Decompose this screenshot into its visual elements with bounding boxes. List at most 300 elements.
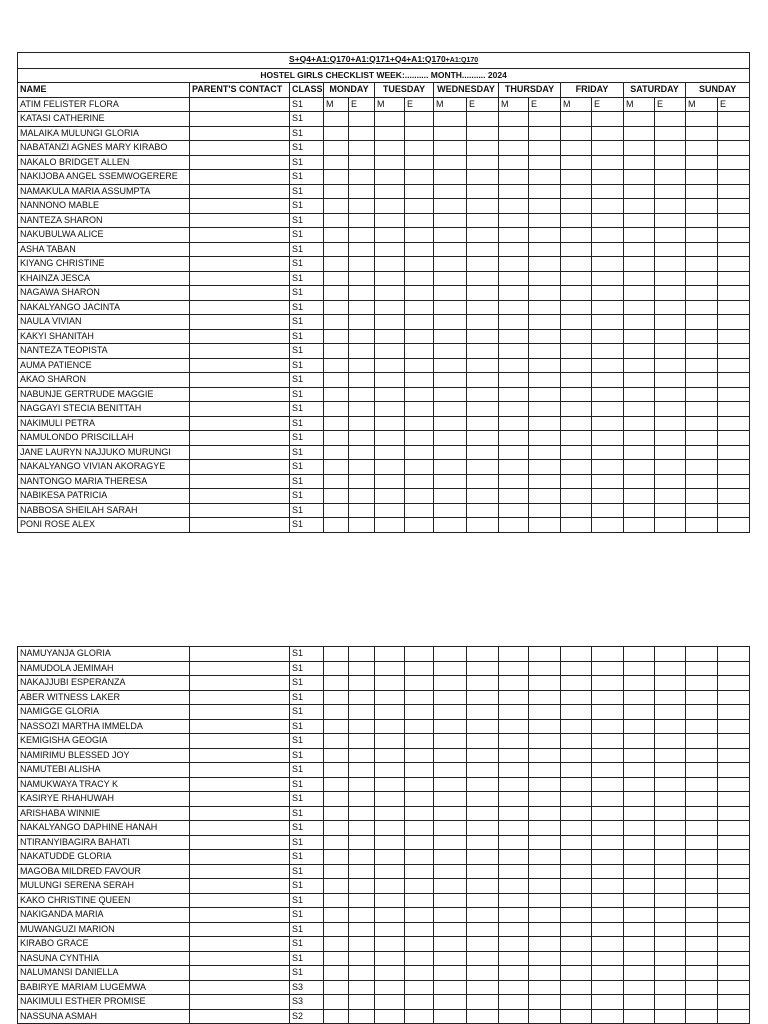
- check-cell-morning[interactable]: [686, 951, 718, 966]
- check-cell-evening[interactable]: [655, 445, 686, 460]
- check-cell-morning[interactable]: [686, 879, 718, 894]
- check-cell-morning[interactable]: [624, 286, 655, 301]
- check-cell-morning[interactable]: [434, 995, 467, 1010]
- check-cell-evening[interactable]: [467, 445, 499, 460]
- check-cell-evening[interactable]: [529, 445, 561, 460]
- check-cell-evening[interactable]: [592, 763, 624, 778]
- check-cell-evening[interactable]: [405, 373, 434, 388]
- check-cell-evening[interactable]: [349, 821, 375, 836]
- check-cell-morning[interactable]: [375, 908, 405, 923]
- check-cell-morning[interactable]: [324, 474, 349, 489]
- check-cell-evening[interactable]: [405, 763, 434, 778]
- check-cell-evening[interactable]: [349, 315, 375, 330]
- check-cell-morning[interactable]: [624, 445, 655, 460]
- check-cell-evening[interactable]: [405, 647, 434, 662]
- check-cell-morning[interactable]: [324, 329, 349, 344]
- check-cell-morning[interactable]: [434, 893, 467, 908]
- check-cell-evening[interactable]: [349, 966, 375, 981]
- check-cell-evening[interactable]: [467, 980, 499, 995]
- check-cell-evening[interactable]: [592, 1009, 624, 1024]
- check-cell-morning[interactable]: [375, 445, 405, 460]
- check-cell-evening[interactable]: [467, 402, 499, 417]
- check-cell-morning[interactable]: [434, 763, 467, 778]
- check-cell-evening[interactable]: [592, 850, 624, 865]
- check-cell-morning[interactable]: [686, 344, 718, 359]
- check-cell-evening[interactable]: [529, 850, 561, 865]
- check-cell-evening[interactable]: [529, 980, 561, 995]
- parent-contact-cell[interactable]: [190, 112, 290, 127]
- check-cell-evening[interactable]: [718, 329, 750, 344]
- check-cell-morning[interactable]: [499, 980, 529, 995]
- check-cell-evening[interactable]: [718, 112, 750, 127]
- check-cell-evening[interactable]: [718, 300, 750, 315]
- check-cell-evening[interactable]: [467, 358, 499, 373]
- check-cell-evening[interactable]: [405, 966, 434, 981]
- check-cell-evening[interactable]: [529, 228, 561, 243]
- check-cell-evening[interactable]: [529, 719, 561, 734]
- check-cell-evening[interactable]: [467, 835, 499, 850]
- check-cell-evening[interactable]: [349, 719, 375, 734]
- check-cell-evening[interactable]: [349, 806, 375, 821]
- check-cell-evening[interactable]: E: [405, 97, 434, 112]
- check-cell-evening[interactable]: [467, 995, 499, 1010]
- check-cell-evening[interactable]: [405, 271, 434, 286]
- check-cell-evening[interactable]: [529, 315, 561, 330]
- check-cell-morning[interactable]: M: [686, 97, 718, 112]
- check-cell-evening[interactable]: [467, 922, 499, 937]
- check-cell-evening[interactable]: [655, 937, 686, 952]
- check-cell-morning[interactable]: [324, 300, 349, 315]
- check-cell-evening[interactable]: [349, 922, 375, 937]
- check-cell-morning[interactable]: [499, 705, 529, 720]
- parent-contact-cell[interactable]: [190, 503, 290, 518]
- check-cell-evening[interactable]: [349, 300, 375, 315]
- check-cell-evening[interactable]: [405, 705, 434, 720]
- check-cell-evening[interactable]: [592, 835, 624, 850]
- check-cell-evening[interactable]: [405, 141, 434, 156]
- check-cell-morning[interactable]: [499, 199, 529, 214]
- check-cell-evening[interactable]: [655, 661, 686, 676]
- check-cell-evening[interactable]: [592, 416, 624, 431]
- check-cell-morning[interactable]: [561, 445, 592, 460]
- check-cell-evening[interactable]: [718, 908, 750, 923]
- check-cell-morning[interactable]: [686, 460, 718, 475]
- check-cell-morning[interactable]: [624, 995, 655, 1010]
- check-cell-morning[interactable]: [324, 402, 349, 417]
- check-cell-morning[interactable]: [324, 242, 349, 257]
- check-cell-morning[interactable]: [499, 879, 529, 894]
- check-cell-evening[interactable]: [592, 676, 624, 691]
- check-cell-morning[interactable]: [499, 647, 529, 662]
- check-cell-morning[interactable]: [624, 344, 655, 359]
- check-cell-evening[interactable]: [405, 112, 434, 127]
- check-cell-morning[interactable]: [499, 951, 529, 966]
- check-cell-evening[interactable]: [718, 719, 750, 734]
- check-cell-evening[interactable]: [467, 286, 499, 301]
- check-cell-morning[interactable]: [324, 141, 349, 156]
- check-cell-evening[interactable]: [718, 460, 750, 475]
- check-cell-evening[interactable]: [467, 966, 499, 981]
- check-cell-evening[interactable]: [592, 358, 624, 373]
- check-cell-evening[interactable]: E: [349, 97, 375, 112]
- check-cell-morning[interactable]: [686, 387, 718, 402]
- check-cell-morning[interactable]: [375, 850, 405, 865]
- check-cell-evening[interactable]: [529, 661, 561, 676]
- check-cell-evening[interactable]: [655, 358, 686, 373]
- check-cell-evening[interactable]: [592, 734, 624, 749]
- check-cell-evening[interactable]: [529, 1009, 561, 1024]
- check-cell-evening[interactable]: [405, 518, 434, 533]
- check-cell-evening[interactable]: [349, 777, 375, 792]
- check-cell-evening[interactable]: [349, 676, 375, 691]
- check-cell-morning[interactable]: [375, 864, 405, 879]
- check-cell-evening[interactable]: [405, 893, 434, 908]
- check-cell-evening[interactable]: [405, 748, 434, 763]
- check-cell-morning[interactable]: [375, 387, 405, 402]
- check-cell-morning[interactable]: [375, 474, 405, 489]
- check-cell-evening[interactable]: [718, 835, 750, 850]
- parent-contact-cell[interactable]: [190, 647, 290, 662]
- check-cell-morning[interactable]: [324, 387, 349, 402]
- check-cell-evening[interactable]: [349, 141, 375, 156]
- check-cell-evening[interactable]: [529, 518, 561, 533]
- check-cell-morning[interactable]: [561, 155, 592, 170]
- check-cell-evening[interactable]: [467, 431, 499, 446]
- check-cell-evening[interactable]: [467, 271, 499, 286]
- check-cell-evening[interactable]: [467, 228, 499, 243]
- check-cell-evening[interactable]: [655, 518, 686, 533]
- check-cell-morning[interactable]: [686, 966, 718, 981]
- check-cell-evening[interactable]: [405, 460, 434, 475]
- check-cell-morning[interactable]: [324, 908, 349, 923]
- check-cell-evening[interactable]: [592, 951, 624, 966]
- check-cell-morning[interactable]: [375, 431, 405, 446]
- check-cell-morning[interactable]: [686, 358, 718, 373]
- check-cell-evening[interactable]: [349, 460, 375, 475]
- check-cell-morning[interactable]: [561, 922, 592, 937]
- check-cell-evening[interactable]: [655, 503, 686, 518]
- check-cell-evening[interactable]: [467, 329, 499, 344]
- check-cell-morning[interactable]: M: [499, 97, 529, 112]
- check-cell-morning[interactable]: [686, 518, 718, 533]
- check-cell-morning[interactable]: [434, 734, 467, 749]
- check-cell-morning[interactable]: [434, 806, 467, 821]
- check-cell-evening[interactable]: [405, 821, 434, 836]
- parent-contact-cell[interactable]: [190, 184, 290, 199]
- check-cell-morning[interactable]: [686, 806, 718, 821]
- parent-contact-cell[interactable]: [190, 474, 290, 489]
- check-cell-morning[interactable]: [561, 864, 592, 879]
- check-cell-evening[interactable]: [349, 387, 375, 402]
- check-cell-evening[interactable]: [467, 792, 499, 807]
- parent-contact-cell[interactable]: [190, 864, 290, 879]
- check-cell-morning[interactable]: [499, 937, 529, 952]
- check-cell-morning[interactable]: [624, 112, 655, 127]
- check-cell-evening[interactable]: [467, 690, 499, 705]
- check-cell-evening[interactable]: [655, 835, 686, 850]
- check-cell-evening[interactable]: [467, 184, 499, 199]
- check-cell-morning[interactable]: [375, 661, 405, 676]
- check-cell-morning[interactable]: [624, 126, 655, 141]
- check-cell-morning[interactable]: [624, 734, 655, 749]
- check-cell-evening[interactable]: [349, 835, 375, 850]
- check-cell-morning[interactable]: [686, 489, 718, 504]
- parent-contact-cell[interactable]: [190, 286, 290, 301]
- check-cell-morning[interactable]: [686, 719, 718, 734]
- check-cell-evening[interactable]: [467, 719, 499, 734]
- check-cell-evening[interactable]: [405, 835, 434, 850]
- check-cell-evening[interactable]: [405, 719, 434, 734]
- check-cell-morning[interactable]: [561, 460, 592, 475]
- check-cell-morning[interactable]: [324, 777, 349, 792]
- check-cell-morning[interactable]: [499, 184, 529, 199]
- check-cell-evening[interactable]: [529, 734, 561, 749]
- check-cell-morning[interactable]: [686, 445, 718, 460]
- check-cell-morning[interactable]: [375, 647, 405, 662]
- check-cell-evening[interactable]: [467, 373, 499, 388]
- check-cell-morning[interactable]: [499, 893, 529, 908]
- check-cell-evening[interactable]: [349, 474, 375, 489]
- check-cell-evening[interactable]: [718, 416, 750, 431]
- check-cell-morning[interactable]: [624, 937, 655, 952]
- check-cell-morning[interactable]: [624, 777, 655, 792]
- check-cell-morning[interactable]: [434, 257, 467, 272]
- check-cell-morning[interactable]: [561, 647, 592, 662]
- check-cell-evening[interactable]: [718, 922, 750, 937]
- check-cell-evening[interactable]: [467, 315, 499, 330]
- check-cell-evening[interactable]: [467, 199, 499, 214]
- check-cell-morning[interactable]: [499, 329, 529, 344]
- check-cell-morning[interactable]: [324, 792, 349, 807]
- parent-contact-cell[interactable]: [190, 344, 290, 359]
- check-cell-evening[interactable]: [467, 821, 499, 836]
- check-cell-evening[interactable]: [529, 344, 561, 359]
- parent-contact-cell[interactable]: [190, 879, 290, 894]
- check-cell-evening[interactable]: [349, 257, 375, 272]
- check-cell-evening[interactable]: E: [655, 97, 686, 112]
- check-cell-evening[interactable]: [529, 821, 561, 836]
- check-cell-evening[interactable]: [405, 937, 434, 952]
- check-cell-morning[interactable]: [499, 850, 529, 865]
- check-cell-morning[interactable]: [499, 257, 529, 272]
- check-cell-morning[interactable]: [561, 879, 592, 894]
- check-cell-evening[interactable]: [592, 908, 624, 923]
- check-cell-evening[interactable]: [405, 734, 434, 749]
- check-cell-morning[interactable]: [686, 170, 718, 185]
- check-cell-morning[interactable]: [624, 879, 655, 894]
- check-cell-evening[interactable]: [655, 126, 686, 141]
- check-cell-evening[interactable]: [529, 213, 561, 228]
- check-cell-evening[interactable]: [467, 734, 499, 749]
- check-cell-evening[interactable]: [529, 242, 561, 257]
- check-cell-evening[interactable]: [467, 777, 499, 792]
- check-cell-evening[interactable]: [592, 112, 624, 127]
- check-cell-morning[interactable]: [624, 416, 655, 431]
- check-cell-morning[interactable]: [434, 170, 467, 185]
- check-cell-evening[interactable]: [405, 300, 434, 315]
- check-cell-morning[interactable]: [624, 748, 655, 763]
- check-cell-morning[interactable]: [686, 705, 718, 720]
- check-cell-morning[interactable]: [324, 705, 349, 720]
- check-cell-evening[interactable]: [529, 864, 561, 879]
- check-cell-evening[interactable]: [718, 995, 750, 1010]
- check-cell-evening[interactable]: [529, 647, 561, 662]
- check-cell-morning[interactable]: [561, 763, 592, 778]
- check-cell-evening[interactable]: [655, 647, 686, 662]
- check-cell-morning[interactable]: [434, 937, 467, 952]
- check-cell-morning[interactable]: [686, 1009, 718, 1024]
- check-cell-evening[interactable]: [655, 806, 686, 821]
- check-cell-evening[interactable]: [405, 908, 434, 923]
- check-cell-evening[interactable]: [655, 431, 686, 446]
- check-cell-evening[interactable]: [718, 315, 750, 330]
- check-cell-morning[interactable]: [561, 387, 592, 402]
- check-cell-morning[interactable]: [499, 271, 529, 286]
- check-cell-evening[interactable]: [718, 170, 750, 185]
- check-cell-morning[interactable]: [324, 806, 349, 821]
- check-cell-evening[interactable]: [718, 257, 750, 272]
- check-cell-morning[interactable]: [434, 184, 467, 199]
- parent-contact-cell[interactable]: [190, 228, 290, 243]
- check-cell-morning[interactable]: [686, 893, 718, 908]
- check-cell-evening[interactable]: [467, 864, 499, 879]
- check-cell-evening[interactable]: [655, 373, 686, 388]
- check-cell-morning[interactable]: [561, 951, 592, 966]
- check-cell-morning[interactable]: M: [375, 97, 405, 112]
- parent-contact-cell[interactable]: [190, 734, 290, 749]
- check-cell-evening[interactable]: [592, 460, 624, 475]
- check-cell-morning[interactable]: [624, 676, 655, 691]
- check-cell-morning[interactable]: [324, 850, 349, 865]
- check-cell-evening[interactable]: [349, 373, 375, 388]
- check-cell-evening[interactable]: [655, 995, 686, 1010]
- check-cell-evening[interactable]: [655, 980, 686, 995]
- check-cell-morning[interactable]: [561, 300, 592, 315]
- check-cell-evening[interactable]: [592, 155, 624, 170]
- check-cell-evening[interactable]: [529, 995, 561, 1010]
- check-cell-morning[interactable]: [375, 995, 405, 1010]
- check-cell-morning[interactable]: [434, 271, 467, 286]
- check-cell-evening[interactable]: E: [529, 97, 561, 112]
- check-cell-morning[interactable]: [624, 835, 655, 850]
- check-cell-morning[interactable]: [434, 358, 467, 373]
- check-cell-evening[interactable]: [655, 893, 686, 908]
- check-cell-evening[interactable]: [349, 908, 375, 923]
- check-cell-evening[interactable]: [592, 748, 624, 763]
- check-cell-evening[interactable]: [405, 329, 434, 344]
- check-cell-morning[interactable]: [686, 228, 718, 243]
- check-cell-evening[interactable]: [349, 344, 375, 359]
- check-cell-evening[interactable]: [349, 271, 375, 286]
- check-cell-evening[interactable]: [718, 373, 750, 388]
- check-cell-evening[interactable]: [349, 402, 375, 417]
- check-cell-morning[interactable]: [499, 748, 529, 763]
- check-cell-morning[interactable]: [624, 373, 655, 388]
- check-cell-morning[interactable]: [499, 445, 529, 460]
- check-cell-evening[interactable]: [718, 966, 750, 981]
- check-cell-morning[interactable]: [686, 850, 718, 865]
- check-cell-evening[interactable]: [349, 213, 375, 228]
- check-cell-morning[interactable]: [499, 344, 529, 359]
- check-cell-evening[interactable]: E: [718, 97, 750, 112]
- check-cell-morning[interactable]: [434, 329, 467, 344]
- parent-contact-cell[interactable]: [190, 518, 290, 533]
- check-cell-evening[interactable]: [592, 792, 624, 807]
- check-cell-evening[interactable]: [655, 300, 686, 315]
- check-cell-evening[interactable]: [405, 315, 434, 330]
- check-cell-evening[interactable]: [349, 850, 375, 865]
- check-cell-morning[interactable]: [624, 661, 655, 676]
- parent-contact-cell[interactable]: [190, 97, 290, 112]
- check-cell-evening[interactable]: [655, 489, 686, 504]
- check-cell-morning[interactable]: [324, 893, 349, 908]
- check-cell-evening[interactable]: [718, 141, 750, 156]
- parent-contact-cell[interactable]: [190, 416, 290, 431]
- check-cell-morning[interactable]: [375, 734, 405, 749]
- check-cell-evening[interactable]: [592, 213, 624, 228]
- check-cell-morning[interactable]: [324, 213, 349, 228]
- parent-contact-cell[interactable]: [190, 893, 290, 908]
- check-cell-evening[interactable]: [529, 112, 561, 127]
- check-cell-morning[interactable]: [324, 980, 349, 995]
- check-cell-morning[interactable]: [561, 850, 592, 865]
- check-cell-evening[interactable]: [592, 879, 624, 894]
- check-cell-evening[interactable]: [655, 676, 686, 691]
- check-cell-morning[interactable]: [499, 763, 529, 778]
- check-cell-evening[interactable]: [467, 126, 499, 141]
- check-cell-morning[interactable]: [434, 344, 467, 359]
- check-cell-morning[interactable]: [324, 647, 349, 662]
- check-cell-evening[interactable]: [592, 170, 624, 185]
- check-cell-morning[interactable]: [434, 966, 467, 981]
- check-cell-morning[interactable]: [434, 373, 467, 388]
- check-cell-evening[interactable]: [655, 257, 686, 272]
- check-cell-evening[interactable]: [718, 763, 750, 778]
- check-cell-morning[interactable]: [624, 402, 655, 417]
- check-cell-evening[interactable]: [349, 184, 375, 199]
- check-cell-morning[interactable]: [324, 445, 349, 460]
- check-cell-evening[interactable]: [655, 922, 686, 937]
- check-cell-morning[interactable]: [375, 329, 405, 344]
- check-cell-morning[interactable]: [499, 777, 529, 792]
- check-cell-morning[interactable]: [686, 792, 718, 807]
- check-cell-morning[interactable]: [624, 980, 655, 995]
- check-cell-evening[interactable]: [718, 879, 750, 894]
- check-cell-morning[interactable]: [375, 155, 405, 170]
- parent-contact-cell[interactable]: [190, 489, 290, 504]
- check-cell-morning[interactable]: [324, 966, 349, 981]
- check-cell-morning[interactable]: [499, 112, 529, 127]
- check-cell-morning[interactable]: [686, 416, 718, 431]
- check-cell-evening[interactable]: [405, 690, 434, 705]
- check-cell-morning[interactable]: M: [561, 97, 592, 112]
- check-cell-morning[interactable]: [434, 922, 467, 937]
- check-cell-evening[interactable]: [655, 864, 686, 879]
- parent-contact-cell[interactable]: [190, 141, 290, 156]
- check-cell-morning[interactable]: [499, 141, 529, 156]
- check-cell-morning[interactable]: [434, 213, 467, 228]
- check-cell-evening[interactable]: [718, 864, 750, 879]
- check-cell-morning[interactable]: [499, 734, 529, 749]
- check-cell-morning[interactable]: [434, 228, 467, 243]
- check-cell-morning[interactable]: [375, 518, 405, 533]
- check-cell-morning[interactable]: [499, 228, 529, 243]
- check-cell-evening[interactable]: [655, 777, 686, 792]
- check-cell-morning[interactable]: [561, 199, 592, 214]
- check-cell-evening[interactable]: [349, 155, 375, 170]
- check-cell-morning[interactable]: [375, 777, 405, 792]
- check-cell-morning[interactable]: [624, 460, 655, 475]
